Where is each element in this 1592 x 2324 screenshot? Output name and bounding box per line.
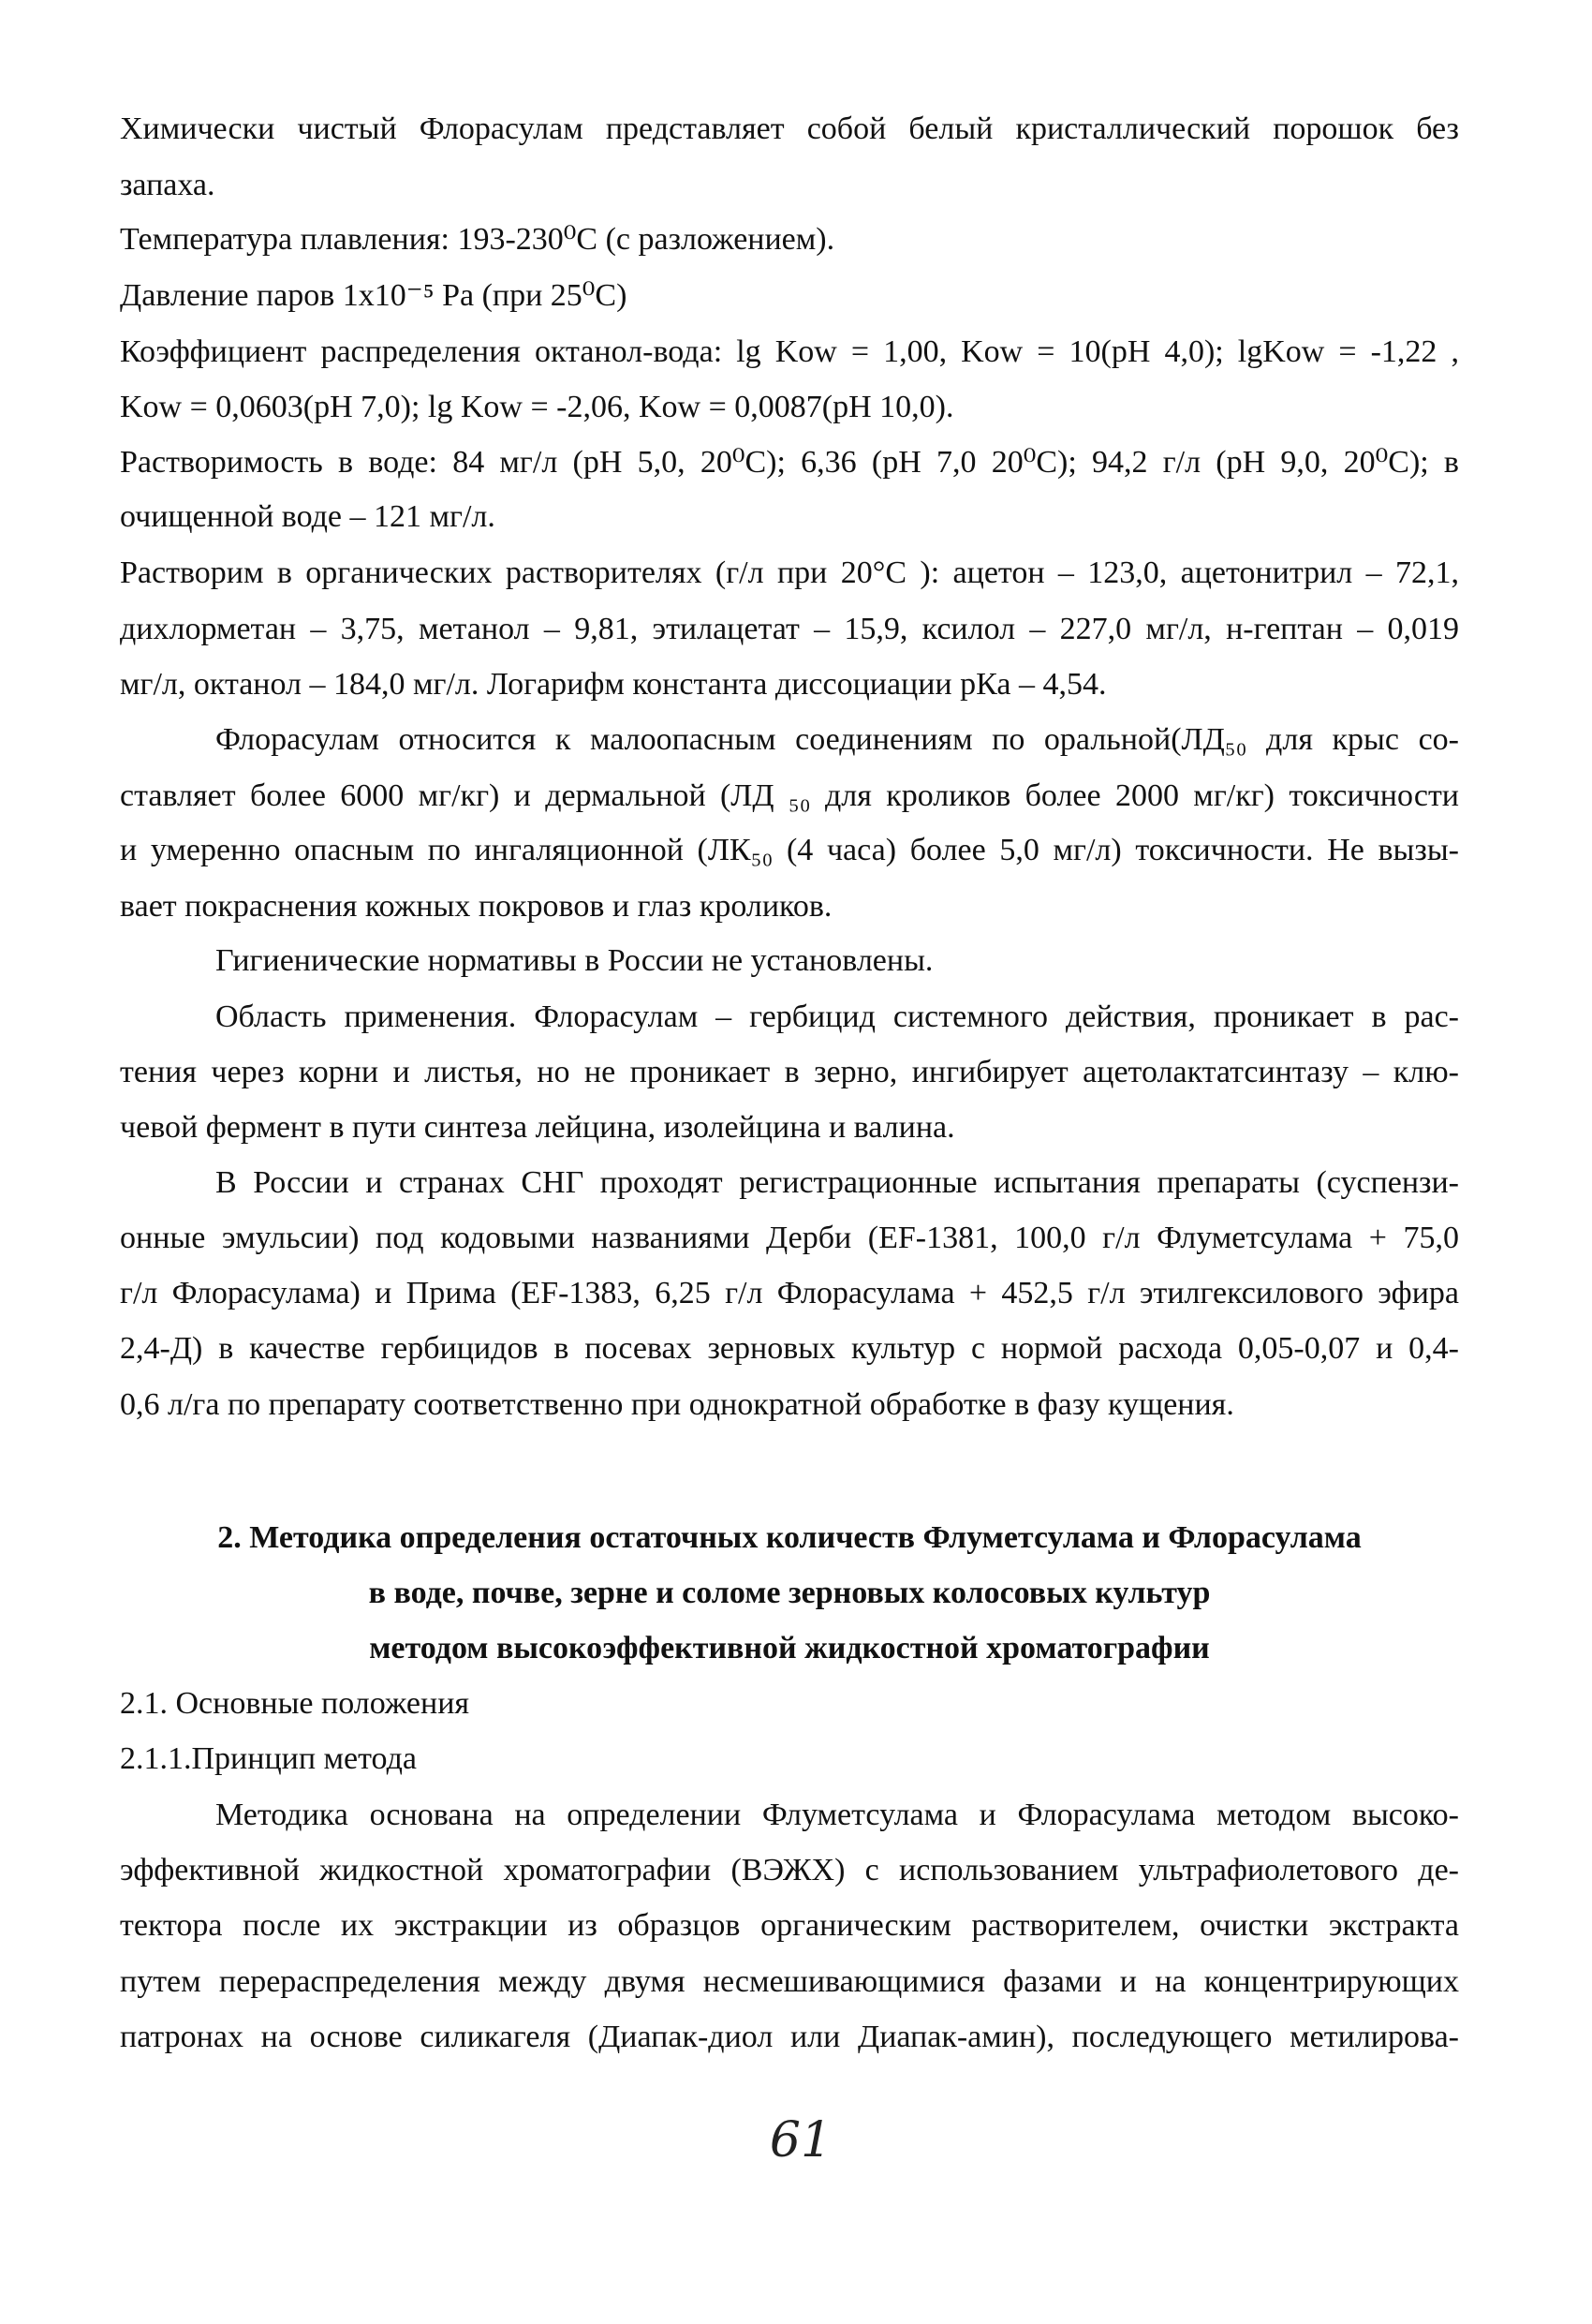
text-line: Область применения. Флорасулам – гербицид системного действия, проникает в рас- bbox=[215, 999, 1459, 1034]
text-line: г/л Флорасулама) и Прима (EF-1383, 6,25 г/л Флорасулама + 452,5 г/л этилгексилового эфира bbox=[120, 1276, 1459, 1310]
text-line: Методика основана на определении Флуметсулама и Флорасулама методом высоко- bbox=[215, 1798, 1459, 1832]
text-line: Химически чистый Флорасулам представляет собой белый кристаллический порошок без bbox=[120, 111, 1459, 146]
text-line: мг/л, октанол – 184,0 мг/л. Логарифм константа диссоциации рКа – 4,54. bbox=[120, 667, 1107, 702]
section-heading: 2. Методика определения остаточных количеств Флуметсулама и Флорасулама bbox=[217, 1520, 1362, 1555]
text-line: запаха. bbox=[120, 168, 215, 202]
text-line: Коэффициент распределения октанол-вода: lg Kow = 1,00, Kow = 10(pH 4,0); lgKow = -1,22 , bbox=[120, 334, 1459, 369]
subsection-heading: 2.1.1.Принцип метода bbox=[120, 1741, 417, 1776]
text-line: вает покраснения кожных покровов и глаз кроликов. bbox=[120, 889, 833, 924]
text-line: патронах на основе силикагеля (Диапак-диол или Диапак-амин), последующего метилирова- bbox=[120, 2020, 1459, 2054]
text-line: 0,6 л/га по препарату соответственно при однократной обработке в фазу кущения. bbox=[120, 1387, 1234, 1422]
page-number: 61 bbox=[769, 2112, 833, 2169]
text-line: дихлорметан – 3,75, метанол – 9,81, этилацетат – 15,9, ксилол – 227,0 мг/л, н-гептан – 0,019 bbox=[120, 612, 1459, 646]
text-line: онные эмульсии) под кодовыми названиями Дерби (EF-1381, 100,0 г/л Флуметсулама + 75,0 bbox=[120, 1221, 1459, 1255]
text-line: тектора после их экстракции из образцов органическим растворителем, очистки экстракта bbox=[120, 1908, 1459, 1943]
text-line: Гигиенические нормативы в России не установлены. bbox=[215, 943, 934, 978]
text-line: Давление паров 1х10⁻⁵ Ра (при 25⁰С) bbox=[120, 278, 627, 313]
section-heading: в воде, почве, зерне и соломе зерновых колосовых культур bbox=[368, 1576, 1211, 1610]
text-line: Растворим в органических растворителях (г/л при 20°С ): ацетон – 123,0, ацетонитрил – 72,1, bbox=[120, 555, 1459, 590]
text-line: путем перераспределения между двумя несмешивающимися фазами и на концентрирующих bbox=[120, 1964, 1459, 1999]
text-line: 2,4-Д) в качестве гербицидов в посевах зерновых культур с нормой расхода 0,05-0,07 и 0,4- bbox=[120, 1331, 1459, 1366]
text-line: ставляет более 6000 мг/кг) и дермальной (ЛД ₅₀ для кроликов более 2000 мг/кг) токсичности bbox=[120, 778, 1459, 813]
text-line: В России и странах СНГ проходят регистрационные испытания препараты (суспензи- bbox=[215, 1165, 1459, 1200]
text-line: Растворимость в воде: 84 мг/л (pH 5,0, 20⁰С); 6,36 (pH 7,0 20⁰С); 94,2 г/л (pH 9,0, 20⁰С); в bbox=[120, 445, 1459, 480]
text-line: эффективной жидкостной хроматографии (ВЭЖХ) с использованием ультрафиолетового де- bbox=[120, 1853, 1459, 1887]
text-line: очищенной воде – 121 мг/л. bbox=[120, 499, 495, 534]
text-line: и умеренно опасным по ингаляционной (ЛК₅₀ (4 часа) более 5,0 мг/л) токсичности. Не вызы- bbox=[120, 833, 1459, 867]
text-line: чевой фермент в пути синтеза лейцина, изолейцина и валина. bbox=[120, 1110, 955, 1145]
text-line: Флорасулам относится к малоопасным соединениям по оральной(ЛД₅₀ для крыс со- bbox=[215, 722, 1459, 757]
section-heading: методом высокоэффективной жидкостной хроматографии bbox=[369, 1631, 1210, 1665]
text-line: Температура плавления: 193-230⁰С (с разложением). bbox=[120, 222, 835, 257]
subsection-heading: 2.1. Основные положения bbox=[120, 1686, 470, 1721]
text-line: Kow = 0,0603(pH 7,0); lg Kow = -2,06, Kow = 0,0087(pH 10,0). bbox=[120, 390, 954, 424]
text-line: тения через корни и листья, но не проникает в зерно, ингибирует ацетолактатсинтазу – клю- bbox=[120, 1055, 1459, 1089]
